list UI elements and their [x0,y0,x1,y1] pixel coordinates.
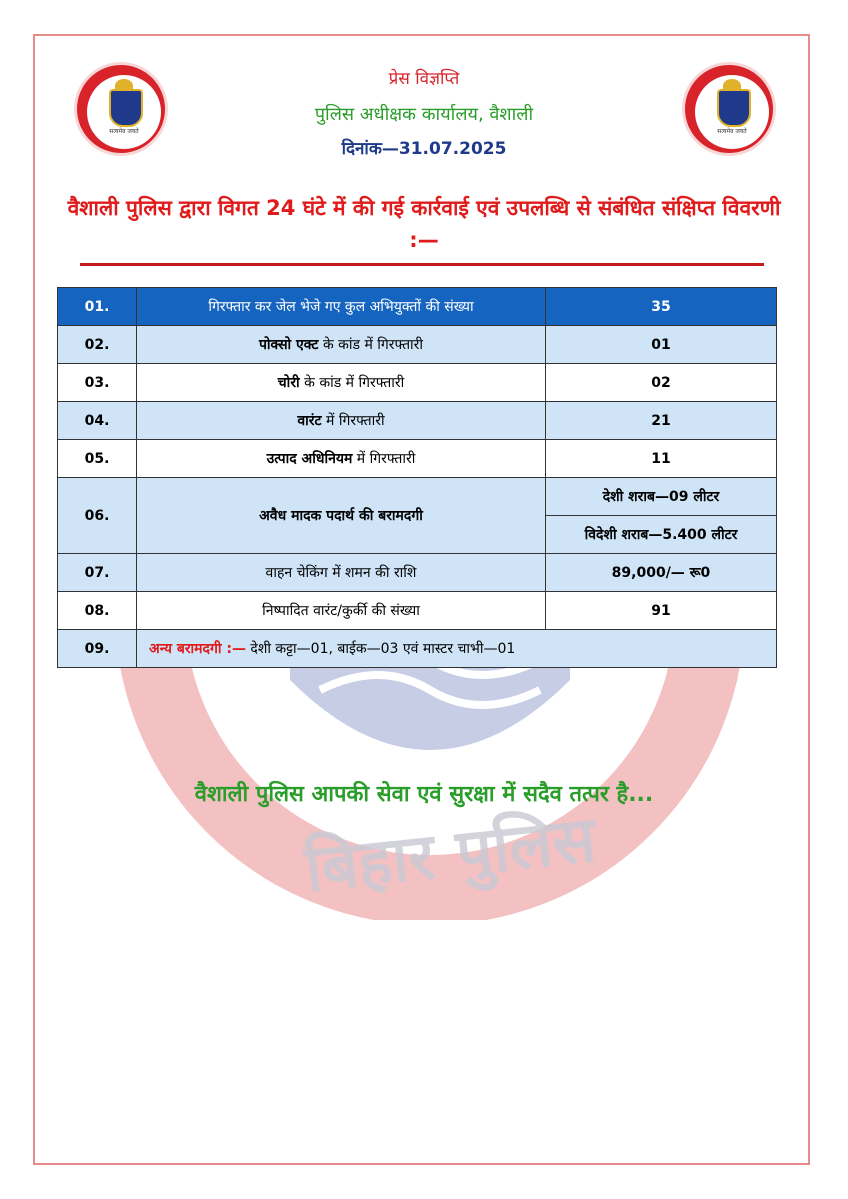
row-label: पोक्सो एक्ट के कांड में गिरफ्तारी [137,326,546,364]
row-number: 03. [58,364,137,402]
row-value: 21 [546,402,777,440]
table-row [58,364,777,402]
row-number: 08. [58,592,137,630]
footer-slogan: वैशाली पुलिस आपकी सेवा एवं सुरक्षा में सदैव तत्पर है... [194,782,654,807]
headline: वैशाली पुलिस द्वारा विगत 24 घंटे में की गई कार्रवाई एवं उपलब्धि से संबंधित संक्षिप्त विवरणी :— [67,196,781,252]
table-row [58,592,777,630]
table-row [58,478,777,516]
divider [80,263,764,266]
row-value: 35 [546,288,777,326]
row-number: 05. [58,440,137,478]
table-row [58,402,777,440]
row-label: वाहन चेकिंग में शमन की राशि [137,554,546,592]
table-row [58,630,777,668]
bihar-police-logo-left [74,62,168,156]
row-value: 11 [546,440,777,478]
row-value: 02 [546,364,777,402]
row-value-foreign-liquor: विदेशी शराब—5.400 लीटर [546,516,777,554]
row-label: चोरी के कांड में गिरफ्तारी [137,364,546,402]
office-name: पुलिस अधीक्षक कार्यालय, वैशाली [314,104,534,125]
row-label: निष्पादित वारंट/कुर्की की संख्या [137,592,546,630]
row-number: 06. [58,478,137,554]
date-line: दिनांक—31.07.2025 [341,139,507,159]
shield-icon [717,89,751,127]
row-number: 01. [58,288,137,326]
summary-table [57,287,777,668]
table-row [58,288,777,326]
row-value: 91 [546,592,777,630]
logo-motto: सत्यमेव जयते [717,128,747,135]
row-number: 02. [58,326,137,364]
shield-icon [109,89,143,127]
row-label: अन्य बरामदगी :— देशी कट्टा—01, बाईक—03 एवं मास्टर चाभी—01 [137,630,777,668]
table-row [58,554,777,592]
row-number: 04. [58,402,137,440]
row-label: अवैध मादक पदार्थ की बरामदगी [137,478,546,554]
bihar-police-logo-right [682,62,776,156]
row-label: उत्पाद अधिनियम में गिरफ्तारी [137,440,546,478]
press-release-title: प्रेस विज्ञप्ति [388,69,460,89]
watermark-text: बिहार पुलिस [301,802,600,908]
row-number: 09. [58,630,137,668]
row-value: 01 [546,326,777,364]
row-number: 07. [58,554,137,592]
table-row [58,326,777,364]
table-row [58,440,777,478]
row-value-country-liquor: देशी शराब—09 लीटर [546,478,777,516]
logo-motto: सत्यमेव जयते [109,128,139,135]
row-label: गिरफ्तार कर जेल भेजे गए कुल अभियुक्तों की संख्या [137,288,546,326]
row-label: वारंट में गिरफ्तारी [137,402,546,440]
row-value: 89,000/— रू0 [546,554,777,592]
